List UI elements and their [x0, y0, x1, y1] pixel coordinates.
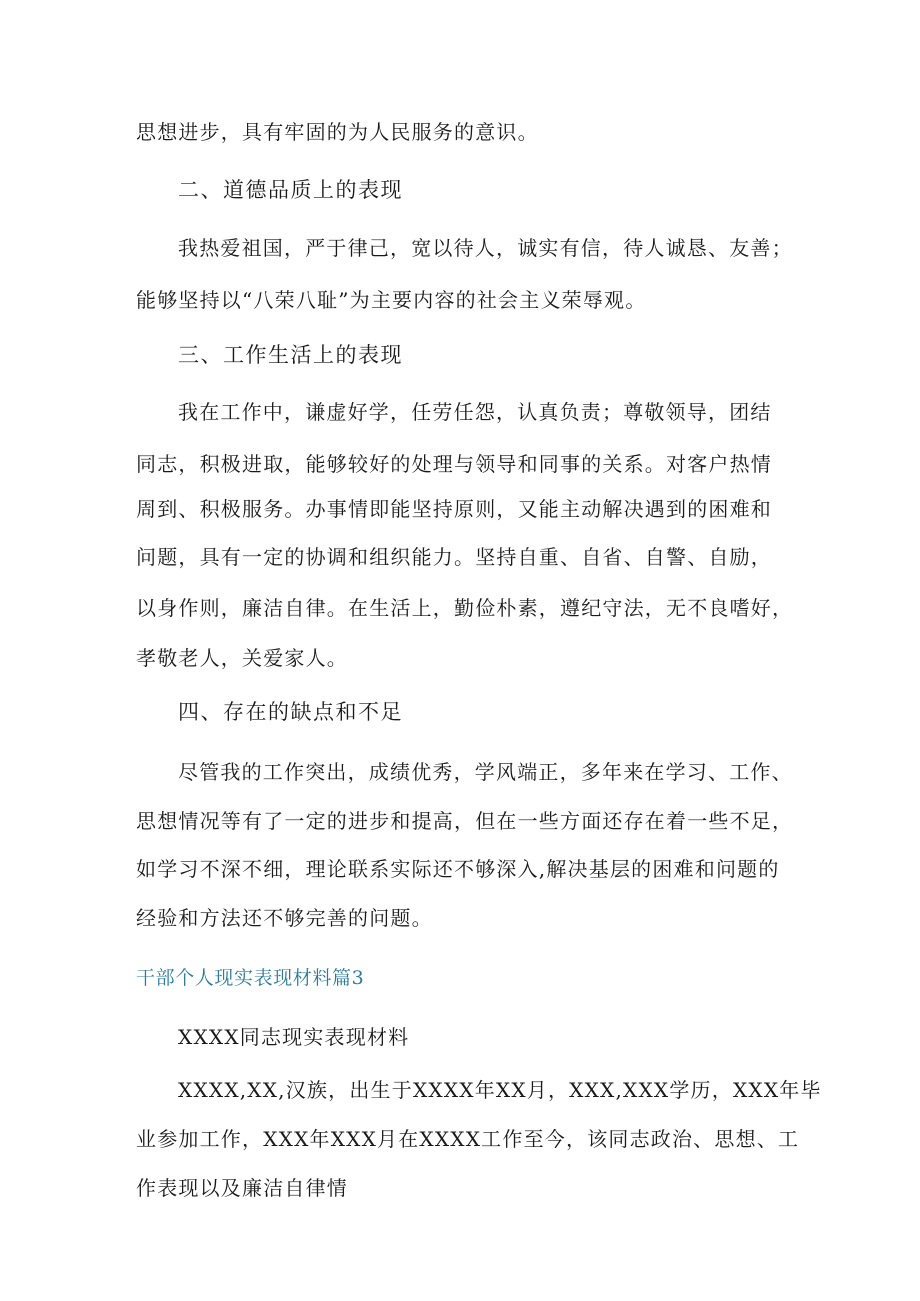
- paragraph-line: XXXX,XX,汉族，出生于XXXX年XX月，XXX,XXX学历，XXX年毕: [178, 1078, 822, 1102]
- paragraph-line: 如学习不深不细，理论联系实际还不够深入,解决基层的困难和问题的: [136, 857, 780, 881]
- paragraph-line: 周到、积极服务。办事情即能坚持原则，又能主动解决遇到的困难和: [136, 497, 772, 521]
- section-heading-3: 三、工作生活上的表现: [178, 343, 403, 367]
- paragraph-line: 思想进步，具有牢固的为人民服务的意识。: [136, 120, 539, 144]
- paragraph-line: 思想情况等有了一定的进步和提高，但在一些方面还存在着一些不足，: [136, 809, 794, 833]
- paragraph-line: 作表现以及廉洁自律情: [136, 1176, 348, 1200]
- paragraph-line: 我热爱祖国，严于律己，宽以待人，诚实有信，待人诚恳、友善；: [178, 236, 793, 260]
- paragraph-line: 我在工作中，谦虚好学，任劳任怨，认真负责；尊敬领导，团结: [178, 400, 772, 424]
- paragraph-line: 问题，具有一定的协调和组织能力。坚持自重、自省、自警、自励，: [136, 545, 772, 569]
- paragraph-line: 孝敬老人，关爱家人。: [136, 646, 348, 670]
- paragraph-line: 同志，积极进取，能够较好的处理与领导和同事的关系。对客户热情: [136, 452, 772, 476]
- paragraph-line: 能够坚持以“八荣八耻”为主要内容的社会主义荣辱观。: [136, 288, 647, 312]
- paragraph-line: 业参加工作，XXX年XXX月在XXXX工作至今，该同志政治、思想、工: [136, 1127, 800, 1151]
- article-title-link[interactable]: 干部个人现实表现材料篇3: [136, 967, 365, 989]
- paragraph-line: 以身作则，廉洁自律。在生活上，勤俭朴素，遵纪守法，无不良嗜好，: [136, 596, 794, 620]
- paragraph-line: 经验和方法还不够完善的问题。: [136, 906, 433, 930]
- paragraph-line: 尽管我的工作突出，成绩优秀，学风端正，多年来在学习、工作、: [178, 760, 793, 784]
- section-heading-4: 四、存在的缺点和不足: [178, 700, 403, 724]
- document-subtitle: XXXX同志现实表现材料: [178, 1025, 410, 1049]
- section-heading-2: 二、道德品质上的表现: [178, 178, 403, 202]
